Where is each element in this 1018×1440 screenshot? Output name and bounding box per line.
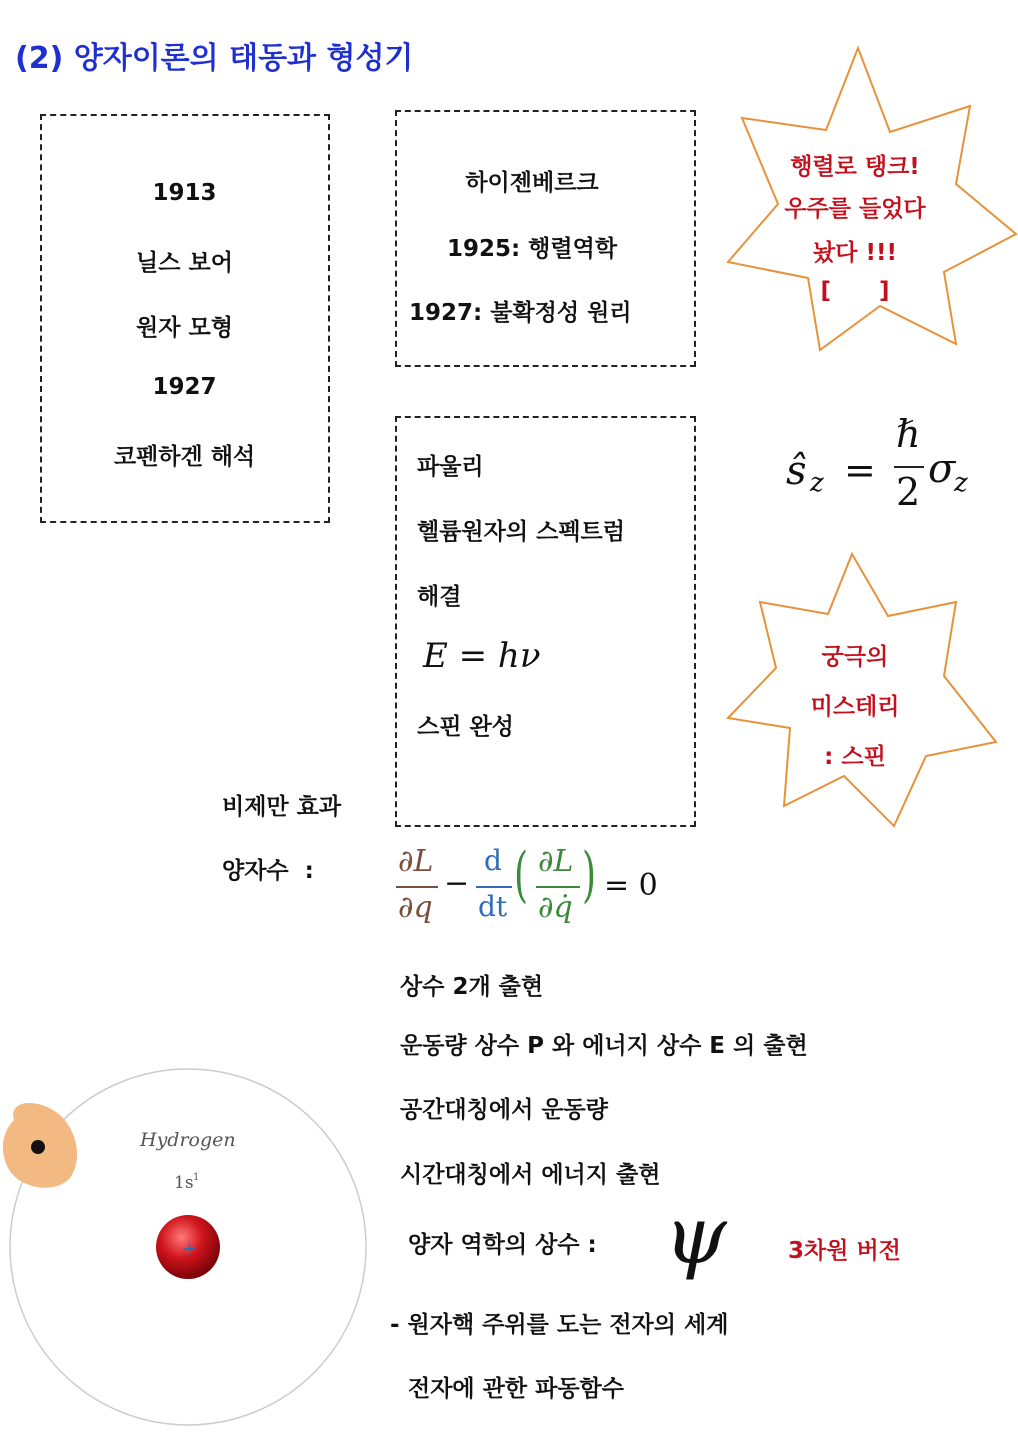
body-line-2: 운동량 상수 P 와 에너지 상수 E 의 출현 — [400, 1033, 808, 1059]
hbar: ℏ — [896, 412, 921, 456]
copenhagen-interpretation: 코펜하겐 해석 — [113, 444, 256, 470]
left-paren: ( — [514, 840, 529, 910]
right-paren: ) — [582, 840, 597, 910]
spin-formula — [786, 412, 986, 527]
bohr-year-1927: 1927 — [152, 374, 217, 400]
fraction-bar — [894, 466, 924, 468]
fraction-bar-2 — [476, 886, 512, 888]
pauli-box — [395, 416, 696, 827]
bottom-line-2: 전자에 관한 파동함수 — [408, 1376, 624, 1402]
page-title: (2) 양자이론의 태동과 형성기 — [15, 41, 414, 76]
star1-line-1: 행렬로 탱크! — [790, 154, 920, 180]
zeeman-effect-label: 비제만 효과 — [222, 794, 342, 820]
dq-denominator: ∂q — [398, 890, 433, 925]
atom-config-sup: 1 — [193, 1172, 200, 1183]
hydrogen-atom-diagram — [0, 1060, 380, 1435]
psi-note: 3차원 버전 — [788, 1238, 901, 1264]
d-numerator: d — [484, 844, 502, 877]
star1-blank-bracket: [ ] — [820, 278, 890, 304]
spin-equals: = — [844, 448, 876, 492]
bottom-line-1: - 원자핵 주위를 도는 전자의 세계 — [390, 1312, 729, 1338]
fraction-bar-1 — [396, 886, 438, 888]
psi-label: 양자 역학의 상수 : — [408, 1232, 597, 1258]
uncertainty-principle: 1927: 불확정성 원리 — [409, 300, 632, 326]
minus-sign: − — [444, 866, 470, 901]
solved: 해결 — [417, 584, 462, 610]
atom-name: Hydrogen — [140, 1129, 236, 1151]
equals-zero: = 0 — [604, 868, 658, 903]
dL-numerator-2: ∂L — [538, 844, 574, 879]
bohr-year-1913: 1913 — [152, 180, 217, 206]
electron-icon — [31, 1140, 45, 1154]
star1-line-2: 우주를 들었다 — [784, 196, 926, 222]
heisenberg-name: 하이젠베르크 — [465, 170, 599, 196]
helium-spectrum: 헬륨원자의 스펙트럼 — [417, 519, 625, 545]
pauli-name: 파울리 — [417, 454, 484, 480]
star2-line-2: 미스테리 — [810, 694, 900, 720]
matrix-mechanics: 1925: 행렬역학 — [446, 236, 618, 262]
spin-complete: 스핀 완성 — [417, 714, 514, 740]
euler-lagrange-equation — [396, 840, 676, 936]
sigma-sub: z — [954, 468, 968, 498]
dt-denominator: dt — [478, 890, 508, 923]
sigma: σ — [928, 446, 956, 492]
dL-numerator: ∂L — [398, 844, 434, 879]
star2-line-1: 궁극의 — [821, 644, 889, 670]
energy-formula: E = hν — [423, 636, 541, 676]
quantum-number-label: 양자수 : — [222, 858, 314, 884]
spin-denominator: 2 — [896, 470, 921, 514]
star2-line-3: : 스핀 — [824, 744, 886, 770]
dqdot-denominator: ∂q̇ — [538, 890, 573, 925]
heisenberg-box — [395, 110, 696, 367]
nucleus-plus-icon: + — [181, 1236, 198, 1260]
bohr-box — [40, 114, 330, 523]
bohr-name: 닐스 보어 — [136, 250, 233, 276]
atom-config: 1s — [174, 1173, 194, 1193]
star1-line-3: 놨다 !!! — [813, 240, 897, 266]
bohr-model: 원자 모형 — [136, 315, 233, 341]
psi-symbol: ψ — [664, 1189, 727, 1282]
body-line-4: 시간대칭에서 에너지 출현 — [400, 1162, 661, 1188]
body-line-1: 상수 2개 출현 — [400, 974, 544, 1000]
spin-operator-sub: z — [810, 468, 824, 498]
body-line-3: 공간대칭에서 운동량 — [400, 1097, 608, 1123]
spin-operator: ŝ — [786, 448, 807, 494]
fraction-bar-3 — [536, 886, 580, 888]
